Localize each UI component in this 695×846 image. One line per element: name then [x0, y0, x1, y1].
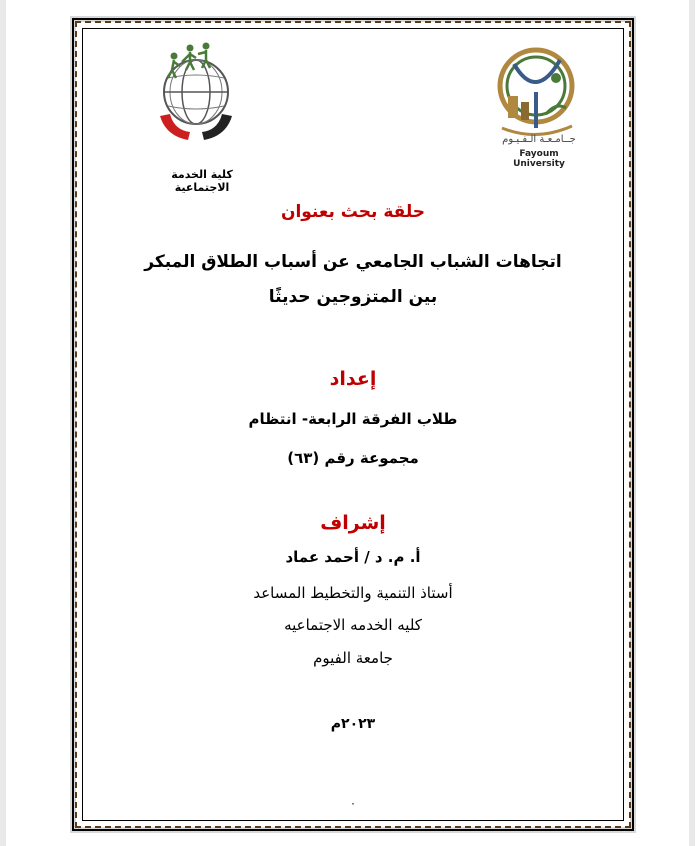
- students-line: طلاب الفرقة الرابعة- انتظام: [248, 410, 458, 428]
- supervision-label: إشراف: [320, 512, 386, 534]
- fayoum-university-logo: [494, 42, 584, 169]
- page-edge-right: [689, 0, 695, 846]
- page-edge-left: [0, 0, 6, 846]
- globe-hands-icon: [150, 40, 240, 150]
- research-title-line1: اتجاهات الشباب الجامعي عن أسباب الطلاق المبكر: [144, 252, 562, 272]
- faculty-name: كلية الخدمة الاجتماعية: [171, 168, 233, 194]
- research-label: حلقة بحث بعنوان: [280, 202, 426, 222]
- group-number: مجموعة رقم (٦٣): [287, 449, 419, 467]
- supervisor-faculty: كليه الخدمه الاجتماعيه: [284, 616, 422, 634]
- year: ٢٠٢٣م: [330, 716, 376, 732]
- page-number: ٠: [350, 797, 356, 810]
- research-title-line2: بين المتزوجين حديثًا: [268, 287, 438, 307]
- university-emblem-icon: [494, 42, 584, 164]
- university-name-en: Fayoum University: [513, 149, 565, 169]
- university-name-ar: جــامـعـة الـفـيـوم: [502, 134, 576, 145]
- supervisor-title: أستاذ التنمية والتخطيط المساعد: [253, 584, 453, 602]
- supervisor-university: جامعة الفيوم: [313, 649, 393, 667]
- faculty-logo: [150, 40, 240, 150]
- prepared-by-label: إعداد: [329, 368, 377, 390]
- supervisor-name: أ. م. د / أحمد عماد: [285, 548, 421, 566]
